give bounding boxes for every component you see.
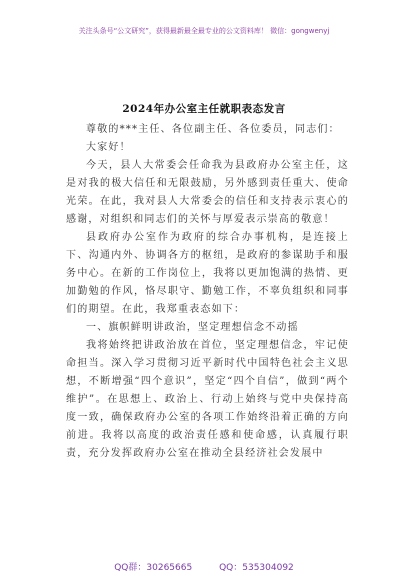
- paragraph-2: 县政府办公室作为政府的综合办事机构，是连接上下、沟通内外、协调各方的枢纽，是政府的参谋助手和服务中心。在新的工作岗位上，我将以更加饱满的热情、更加勤勉的作风，恪尽职守、勤勉工作，不辜负组织和同事们的期望。在此，我郑重表态如下：: [66, 232, 349, 315]
- greeting: 大家好！: [86, 142, 131, 153]
- page-footer: [0, 560, 408, 573]
- salutation: 尊敬的***主任、各位副主任、各位委员，同志们：: [86, 124, 340, 135]
- document-title: 2024年办公室主任就职表态发言: [122, 103, 286, 115]
- section-heading-1: 一、旗帜鲜明讲政治，坚定理想信念不动摇: [86, 322, 299, 333]
- document-body: [66, 121, 349, 463]
- paragraph-1: 今天，县人大常委会任命我为县政府办公室主任，这是对我的极大信任和无限鼓励，另外感到责任重大、使命光荣。在此，我对县人大常委会的信任和支持表示衷心的感谢，对组织和同志们的关怀与厚爱表示崇高的敬意！: [66, 160, 349, 225]
- page-header-note: 关注头条号“公文研究”，获得最新最全最专业的公文资料库！ 微信：gongwenyj: [78, 27, 330, 35]
- qq-number: QQ：535304092: [219, 563, 294, 573]
- paragraph-3: 我将始终把讲政治放在首位，坚定理想信念，牢记使命担当。深入学习贯彻习近平新时代中国特色社会主义思想，不断增强“四个意识”，坚定“四个自信”，做到“两个维护”。在思想上、政治上、行动上始终与党中央保持高度一致，确保政府办公室的各项工作始终沿着正确的方向前进。我将以高度的政治责任感和使命感，认真履行职责，充分发挥政府办公室在推动全县经济社会发展中: [66, 340, 349, 459]
- qq-group-number: QQ群：30265665: [114, 563, 193, 573]
